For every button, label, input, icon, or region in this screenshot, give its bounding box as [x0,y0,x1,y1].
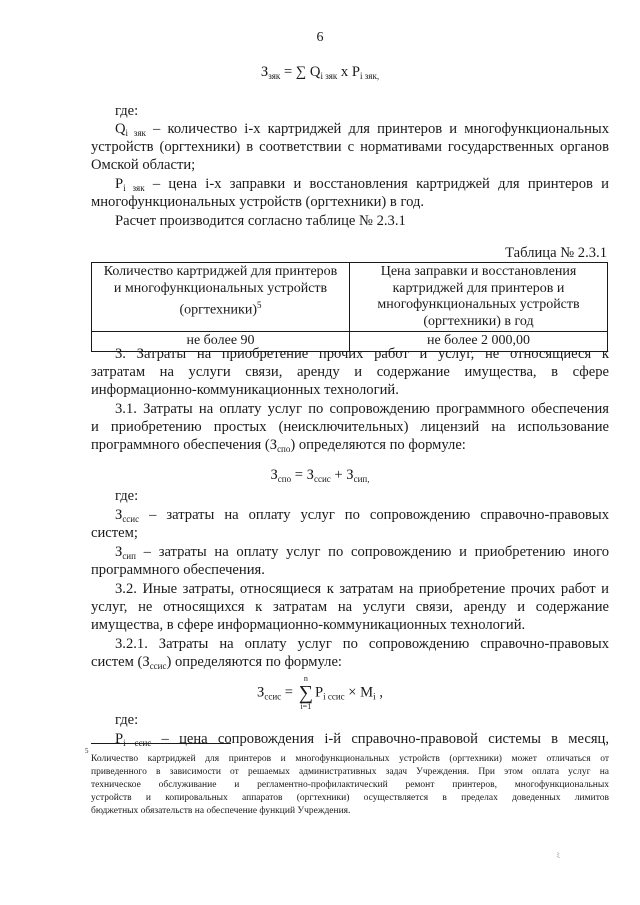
definition-sip-line-2: программного обеспечения. [91,562,265,578]
definition-ssis: $З_{ссис}$ – затраты на оплату услуг по сопровождению справочно-правовых [115,507,609,524]
where-label: где: [115,488,139,504]
where-label: где: [115,712,139,728]
scan-artifact: ﾐ [556,851,560,860]
section-3-2-line-1: 3.2. Иные затраты, относящиеся к затратам на приобретение прочих работ и [115,581,609,597]
definition-p-line-2: многофункциональных устройств (оргтехники) в год. [91,194,425,210]
footnote-mark: 5 [85,747,89,755]
table-header-quantity: Количество картриджей для принтеров и многофункциональных устройств (оргтехники)$^5$ [92,263,350,332]
section-3-1-line-3: программного обеспечения $(З_{спо})$ определяются по формуле: [91,437,466,454]
definition-pi: $P_{i ссис}$ – цена сопровождения i-й справочно-правовой системы в месяц, [115,731,609,748]
formula-software-costs: $З_{спо} = З_{ссис} + З_{сип,}$ [270,467,370,484]
definition-q-line-3: Омской области; [91,157,196,173]
section-3-2-line-3: имущества, в сфере информационно-коммуникационных технологий. [91,617,526,633]
definition-sip: $З_{сип}$ – затраты на оплату услуг по сопровождению и приобретению иного [115,544,609,561]
footnote-line: приведенного в зависимости от решаемых административных задач Учреждения. При этом оплата услуг на [91,767,609,777]
table-cell-price: не более 2 000,00 [350,332,608,352]
page-number: 6 [316,30,324,45]
section-3-1-line-2: и приобретению простых (неисключительных) лицензий на использование [91,419,609,435]
section-3-1-line-1: 3.1. Затраты на оплату услуг по сопровождению программного обеспечения [115,401,609,417]
section-3-line-3: информационно-коммуникационных технологий. [91,382,399,398]
table-caption: Таблица № 2.3.1 [505,245,607,261]
cartridge-table [91,262,608,352]
section-3-2-1-line-1: 3.2.1. Затраты на оплату услуг по сопровождению справочно-правовых [115,636,609,652]
table-header-row [92,263,608,332]
section-3-2-line-2: услуг, не относящихся к затратам на услуги связи, аренду и содержание [91,599,609,615]
sum-operator: n ∑ i=1 [298,674,313,711]
footnote-line: Количество картриджей для принтеров и многофункциональных устройств (оргтехники) может отличаться от [91,754,609,764]
section-3-line-2: затратам на услуги связи, аренду и содержание имущества, в сфере [91,364,609,380]
table-header-price: Цена заправки и восстановления картриджей для принтеров и многофункциональных устройств (оргтехники) в год [350,263,608,332]
definition-q: $Q_{i зяк}$ – количество i-х картриджей для принтеров и многофункциональных [115,121,609,138]
definition-ssis-line-2: систем; [91,525,138,541]
footnote-line: устройств и копировальных аппаратов (оргтехники) осуществляется в пределах доведенных лимитов [91,793,609,803]
footnote-separator [91,743,231,744]
section-3-line-1: 3. Затраты на приобретение прочих работ и услуг, не относящиеся к [115,346,609,362]
definition-q-line-2: устройств (оргтехники) в соответствии с нормативами государственных органов [91,139,609,155]
formula-legal-systems-costs: $З_{ссис} = n$ ∑ $i=1P_{i ссис} \times M_i$ , [257,674,383,711]
where-label: где: [115,103,139,119]
calculation-note: Расчет производится согласно таблице № 2.3.1 [115,213,406,229]
section-3-2-1-line-2: систем $(З_{ссис})$ определяются по формуле: [91,654,342,671]
table-cell-quantity: не более 90 [92,332,350,352]
formula-cartridge-costs: $З_{зяк}$ = ∑ $Q_{i зяк}$ x $P_{i зяк,}$ [260,64,380,81]
definition-p: $P_{i зяк}$ – цена i-х заправки и восстановления картриджей для принтеров и [115,176,609,193]
footnote-line: бюджетных обязательств на обеспечение функций Учреждения. [91,806,351,816]
footnote-line: техническое обслуживание и регламентно-профилактический ремонт принтеров, многофункциональных [91,780,609,790]
